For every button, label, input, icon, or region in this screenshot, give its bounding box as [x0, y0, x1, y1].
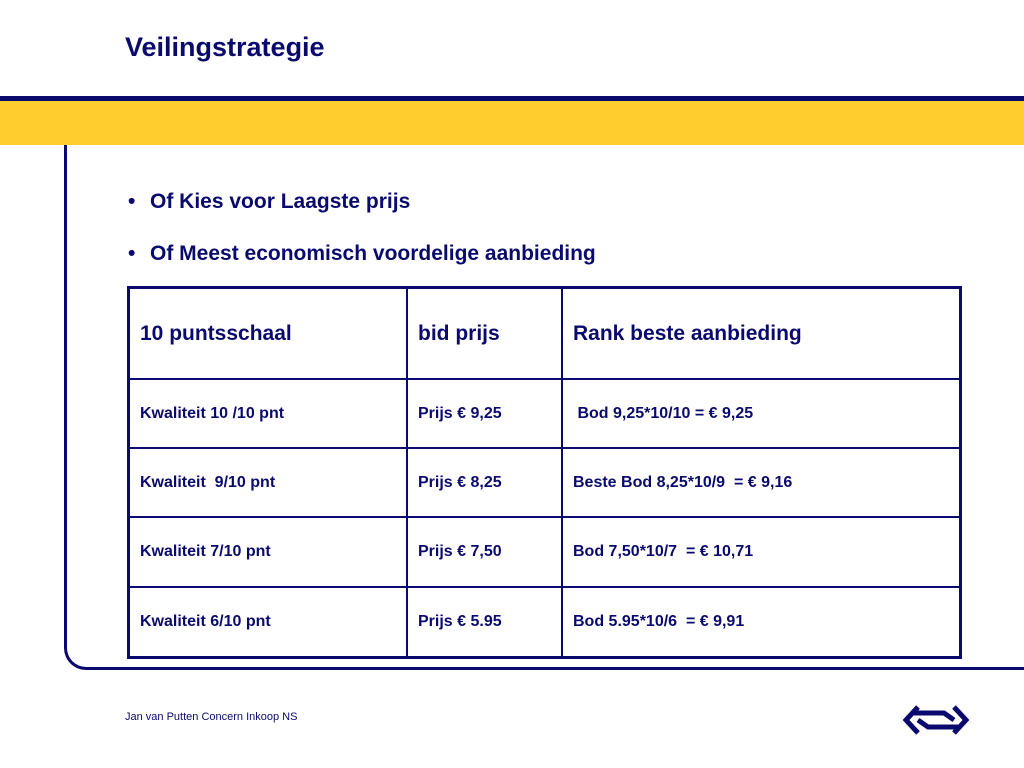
bullet-dot-icon: • [128, 190, 136, 213]
header-cell-bid: bid prijs [407, 288, 562, 380]
header-cell-scale: 10 puntsschaal [129, 288, 408, 380]
ns-logo-icon [896, 702, 976, 738]
bullet-item [128, 236, 596, 288]
table-cell-quality: Kwaliteit 7/10 pnt [129, 517, 408, 586]
bullet-item [128, 184, 596, 236]
slide-title: Veilingstrategie [125, 32, 325, 62]
table-cell-quality: Kwaliteit 6/10 pnt [129, 587, 408, 658]
table-row [129, 448, 961, 517]
table-cell-quality: Kwaliteit 9/10 pnt [129, 448, 408, 517]
bullet-dot-icon: • [128, 242, 136, 265]
bullet-text: Of Kies voor Laagste prijs [150, 190, 411, 213]
table-row [129, 517, 961, 586]
table-cell-price: Prijs € 9,25 [407, 379, 562, 448]
table-cell-rank: Bod 7,50*10/7 = € 10,71 [562, 517, 961, 586]
header-yellow-bar [0, 101, 1024, 145]
comparison-table [127, 286, 962, 659]
header-cell-rank: Rank beste aanbieding [562, 288, 961, 380]
table-cell-rank: Bod 9,25*10/10 = € 9,25 [562, 379, 961, 448]
footer-text: Jan van Putten Concern Inkoop NS [125, 711, 298, 723]
bullet-text: Of Meest economisch voordelige aanbieding [150, 242, 596, 265]
table-cell-price: Prijs € 8,25 [407, 448, 562, 517]
bullet-list [128, 184, 596, 288]
table-row [129, 587, 961, 658]
table-row [129, 379, 961, 448]
table-cell-price: Prijs € 5.95 [407, 587, 562, 658]
table-cell-price: Prijs € 7,50 [407, 517, 562, 586]
table-header-row [129, 288, 961, 380]
table-cell-quality: Kwaliteit 10 /10 pnt [129, 379, 408, 448]
table-cell-rank: Bod 5.95*10/6 = € 9,91 [562, 587, 961, 658]
table-cell-rank-best: Beste Bod 8,25*10/9 = € 9,16 [562, 448, 961, 517]
